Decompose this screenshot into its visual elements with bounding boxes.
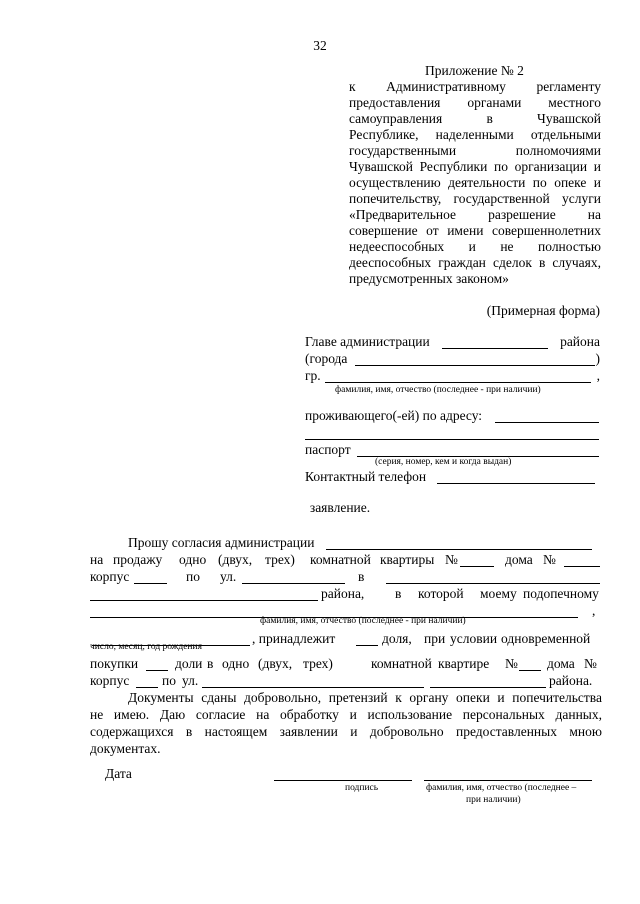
docs-line: не имею. Даю согласие на обработку и использование персональных данных, — [90, 707, 602, 722]
signer-fio-field[interactable] — [424, 766, 592, 781]
sale-word: комнатной — [310, 552, 371, 567]
purchase-word: № — [584, 656, 597, 671]
head-label: Главе администрации — [305, 334, 430, 349]
signer-fio-caption: фамилия, имя, отчество (последнее – — [426, 783, 577, 793]
appendix-line: осуществлению деятельности по опеке и — [349, 175, 601, 190]
sale-word: дома — [505, 552, 533, 567]
docs-line: Документы сданы добровольно, претензий к органу опеки и попечительства — [128, 690, 602, 705]
ward-word: в — [395, 586, 402, 601]
phone-field[interactable] — [437, 469, 595, 484]
sale-word: трех) — [265, 552, 295, 567]
district-label: района, — [321, 586, 365, 601]
appendix-line: дееспособных граждан сделок в случаях, — [349, 255, 601, 270]
in-label: в — [358, 569, 365, 584]
street-field[interactable] — [242, 569, 345, 584]
street-label: ул. — [220, 569, 237, 584]
appendix-header — [349, 63, 601, 287]
page-number: 32 — [313, 38, 327, 53]
share-field[interactable] — [356, 631, 378, 646]
district-label: района — [560, 334, 600, 349]
fio-caption: фамилия, имя, отчество (последнее - при наличии) — [335, 385, 541, 395]
purchase-word: трех) — [303, 656, 333, 671]
appendix-line: недееспособных и не полностью — [349, 239, 601, 254]
purchase-word: доли — [175, 656, 203, 671]
appendix-line: предусмотренных законом» — [349, 271, 509, 286]
district-name-field[interactable] — [442, 334, 548, 349]
purchase-building-field[interactable] — [136, 673, 158, 688]
purchase-word: одно — [222, 656, 250, 671]
docs-line: содержащихся в настоящем заявлении и добровольно предоставленных мною — [90, 724, 602, 739]
address-field[interactable] — [495, 408, 599, 423]
sale-word: одно — [179, 552, 207, 567]
residing-label: проживающего(-ей) по адресу: — [305, 408, 483, 423]
docs-line: документах. — [90, 741, 161, 756]
sale-word: № — [543, 552, 556, 567]
purchase-locality-field[interactable] — [430, 673, 546, 688]
purchase-word: покупки — [90, 656, 139, 671]
on-label: по — [162, 673, 176, 688]
house-field[interactable] — [564, 552, 600, 567]
district-end: района. — [549, 673, 593, 688]
statement-title: заявление. — [309, 500, 371, 515]
request-label: Прошу согласия администрации — [128, 535, 315, 550]
belongs-word: доля, — [382, 631, 412, 646]
passport-field[interactable] — [357, 442, 599, 457]
sale-word: (двух, — [218, 552, 253, 567]
birth-caption: число, месяц, год рождения — [90, 642, 202, 652]
sale-word: № — [445, 552, 458, 567]
purchase-word: комнатной — [371, 656, 432, 671]
city-label: (города — [305, 351, 348, 366]
purchase-word: дома — [547, 656, 575, 671]
passport-caption: (серия, номер, кем и когда выдан) — [375, 457, 512, 467]
appendix-line: Республике, наделенными отдельными — [349, 127, 601, 142]
appendix-title: Приложение № 2 — [425, 63, 524, 78]
signer-fio-caption-2: при наличии) — [466, 795, 521, 805]
sale-word: на — [90, 552, 104, 567]
building-field[interactable] — [134, 569, 167, 584]
appendix-line: самоуправления в Чувашской — [349, 111, 601, 126]
street-label: ул. — [182, 673, 199, 688]
administration-field[interactable] — [326, 535, 592, 550]
appendix-line: государственными полномочиями — [349, 143, 601, 158]
signature-field[interactable] — [274, 766, 412, 781]
purchase-word: в — [207, 656, 214, 671]
city-name-field[interactable] — [355, 351, 595, 366]
comma: , — [596, 368, 600, 383]
comma: , — [592, 603, 596, 618]
belongs-word: , принадлежит — [252, 631, 336, 646]
sale-word: квартиры — [380, 552, 435, 567]
ward-word: подопечному — [523, 586, 599, 601]
building-label: корпус — [90, 569, 130, 584]
phone-label: Контактный телефон — [305, 469, 427, 484]
sale-word: продажу — [113, 552, 163, 567]
city-close: ) — [595, 351, 600, 366]
ward-word: моему — [480, 586, 517, 601]
appendix-line: к Административному регламенту — [349, 79, 601, 94]
ward-word: которой — [418, 586, 464, 601]
purchase-word: (двух, — [258, 656, 293, 671]
applicant-fio-field[interactable] — [325, 368, 591, 383]
belongs-word: одновременной — [501, 631, 591, 646]
date-label: Дата — [105, 766, 132, 781]
rooms-field[interactable] — [460, 552, 494, 567]
locality-field[interactable] — [386, 569, 600, 584]
belongs-word: при — [424, 631, 446, 646]
passport-label: паспорт — [305, 442, 351, 457]
district-field[interactable] — [90, 586, 318, 601]
appendix-line: совершение от имени совершеннолетних — [349, 223, 601, 238]
purchase-word: № — [505, 656, 518, 671]
citizen-label: гр. — [305, 368, 321, 383]
appendix-line: Чувашской Республики по организации и — [349, 159, 601, 174]
appendix-line: «Предварительное разрешение на — [349, 207, 601, 222]
belongs-word: условии — [450, 631, 498, 646]
appendix-line: попечительству, государственной услуги — [349, 191, 601, 206]
building-label: корпус — [90, 673, 130, 688]
purchase-word: квартире — [438, 656, 490, 671]
form-note: (Примерная форма) — [486, 303, 600, 318]
ward-fio-caption: фамилия, имя, отчество (последнее - при наличии) — [260, 616, 466, 626]
appendix-line: предоставления органами местного — [349, 95, 601, 110]
signature-caption: подпись — [345, 783, 379, 793]
on-label: по — [186, 569, 200, 584]
purchase-street-field[interactable] — [202, 673, 424, 688]
address-field-2[interactable] — [305, 425, 599, 440]
